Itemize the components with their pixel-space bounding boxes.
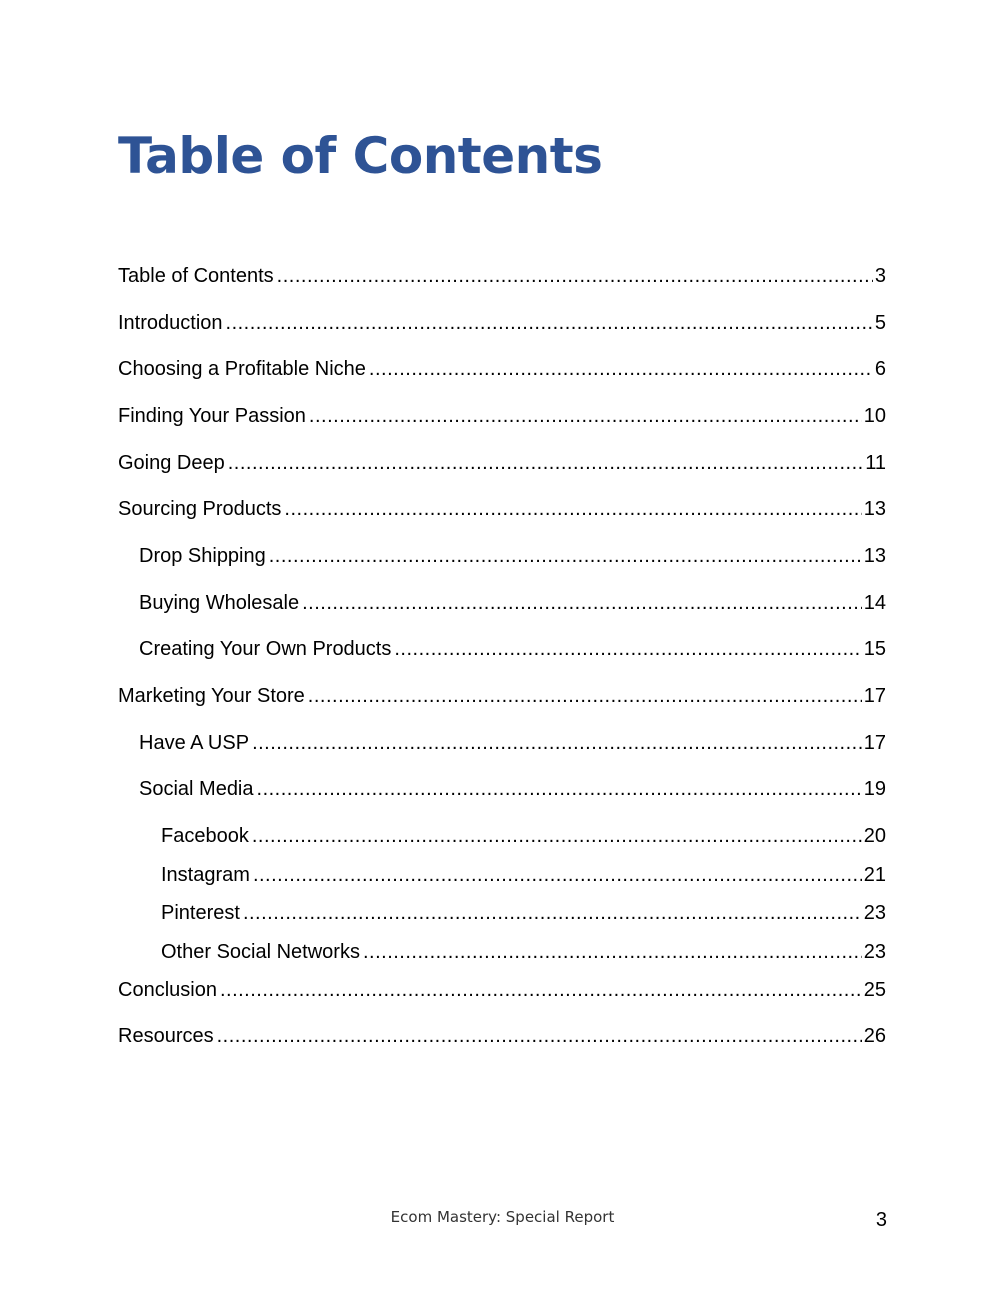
toc-entry-page: 10	[863, 405, 886, 427]
toc-dot-leader	[253, 861, 862, 889]
toc-entry-page: 15	[863, 638, 886, 660]
toc-entry-page: 25	[863, 979, 886, 1001]
toc-entry[interactable]	[139, 775, 886, 803]
toc-dot-leader	[252, 729, 862, 757]
toc-dot-leader	[369, 355, 873, 383]
toc-dot-leader	[257, 775, 862, 803]
toc-dot-leader	[226, 309, 873, 337]
toc-entry-label: Creating Your Own Products	[139, 638, 392, 660]
toc-entry[interactable]	[118, 449, 886, 477]
toc-entry-label: Other Social Networks	[161, 941, 360, 963]
toc-entry[interactable]	[118, 309, 886, 337]
footer-text: Ecom Mastery: Special Report	[390, 1208, 615, 1226]
toc-entry-label: Going Deep	[118, 452, 225, 474]
toc-entry[interactable]	[161, 861, 886, 889]
toc-dot-leader	[363, 938, 862, 966]
toc-entry-label: Finding Your Passion	[118, 405, 306, 427]
toc-entry[interactable]	[118, 262, 886, 290]
toc-entry[interactable]	[118, 1022, 886, 1050]
toc-entry-label: Marketing Your Store	[118, 685, 305, 707]
toc-entry-page: 20	[863, 825, 886, 847]
toc-entry-page: 23	[863, 941, 886, 963]
toc-entry-page: 13	[863, 498, 886, 520]
toc-entry[interactable]	[118, 682, 886, 710]
toc-entry[interactable]	[139, 589, 886, 617]
toc-entry-label: Choosing a Profitable Niche	[118, 358, 366, 380]
toc-dot-leader	[394, 635, 861, 663]
toc-entry[interactable]	[139, 635, 886, 663]
toc-entry[interactable]	[118, 355, 886, 383]
toc-entry-label: Social Media	[139, 778, 254, 800]
toc-entry-page: 21	[863, 864, 886, 886]
toc-dot-leader	[252, 822, 862, 850]
toc-entry-page: 13	[863, 545, 886, 567]
toc-dot-leader	[309, 402, 862, 430]
toc-entry-label: Conclusion	[118, 979, 217, 1001]
toc-entry-page: 26	[863, 1025, 886, 1047]
footer-page-number: 3	[875, 1209, 887, 1231]
toc-dot-leader	[284, 495, 861, 523]
toc-dot-leader	[302, 589, 862, 617]
page-title: Table of Contents	[118, 127, 603, 185]
toc-dot-leader	[308, 682, 862, 710]
toc-entry-label: Facebook	[161, 825, 249, 847]
toc-entry-page: 14	[863, 592, 886, 614]
toc-entry[interactable]	[161, 822, 886, 850]
toc-entry-label: Sourcing Products	[118, 498, 282, 520]
toc-entry-page: 6	[874, 358, 886, 380]
toc-dot-leader	[220, 976, 862, 1004]
toc-entry[interactable]	[161, 938, 886, 966]
toc-dot-leader	[217, 1022, 862, 1050]
toc-entry-page: 17	[863, 685, 886, 707]
toc-entry-label: Instagram	[161, 864, 250, 886]
toc-entry-page: 3	[874, 265, 886, 287]
toc-entry-label: Buying Wholesale	[139, 592, 300, 614]
toc-entry[interactable]	[161, 899, 886, 927]
toc-entry-label: Table of Contents	[118, 265, 274, 287]
toc-entry-label: Drop Shipping	[139, 545, 266, 567]
toc-entry[interactable]	[118, 976, 886, 1004]
toc-entry-label: Introduction	[118, 312, 223, 334]
toc-entry[interactable]	[118, 495, 886, 523]
toc-entry-page: 23	[863, 902, 886, 924]
toc-entry[interactable]	[139, 729, 886, 757]
toc-entry-page: 19	[863, 778, 886, 800]
toc-dot-leader	[277, 262, 873, 290]
toc-dot-leader	[243, 899, 862, 927]
toc-entry[interactable]	[139, 542, 886, 570]
toc-entry-label: Resources	[118, 1025, 214, 1047]
toc-dot-leader	[269, 542, 862, 570]
toc-entry-label: Have A USP	[139, 732, 250, 754]
toc-entry[interactable]	[118, 402, 886, 430]
toc-entry-page: 5	[874, 312, 886, 334]
toc-entry-page: 11	[865, 452, 886, 474]
toc-dot-leader	[228, 449, 863, 477]
toc-entry-label: Pinterest	[161, 902, 240, 924]
toc-entry-page: 17	[863, 732, 886, 754]
